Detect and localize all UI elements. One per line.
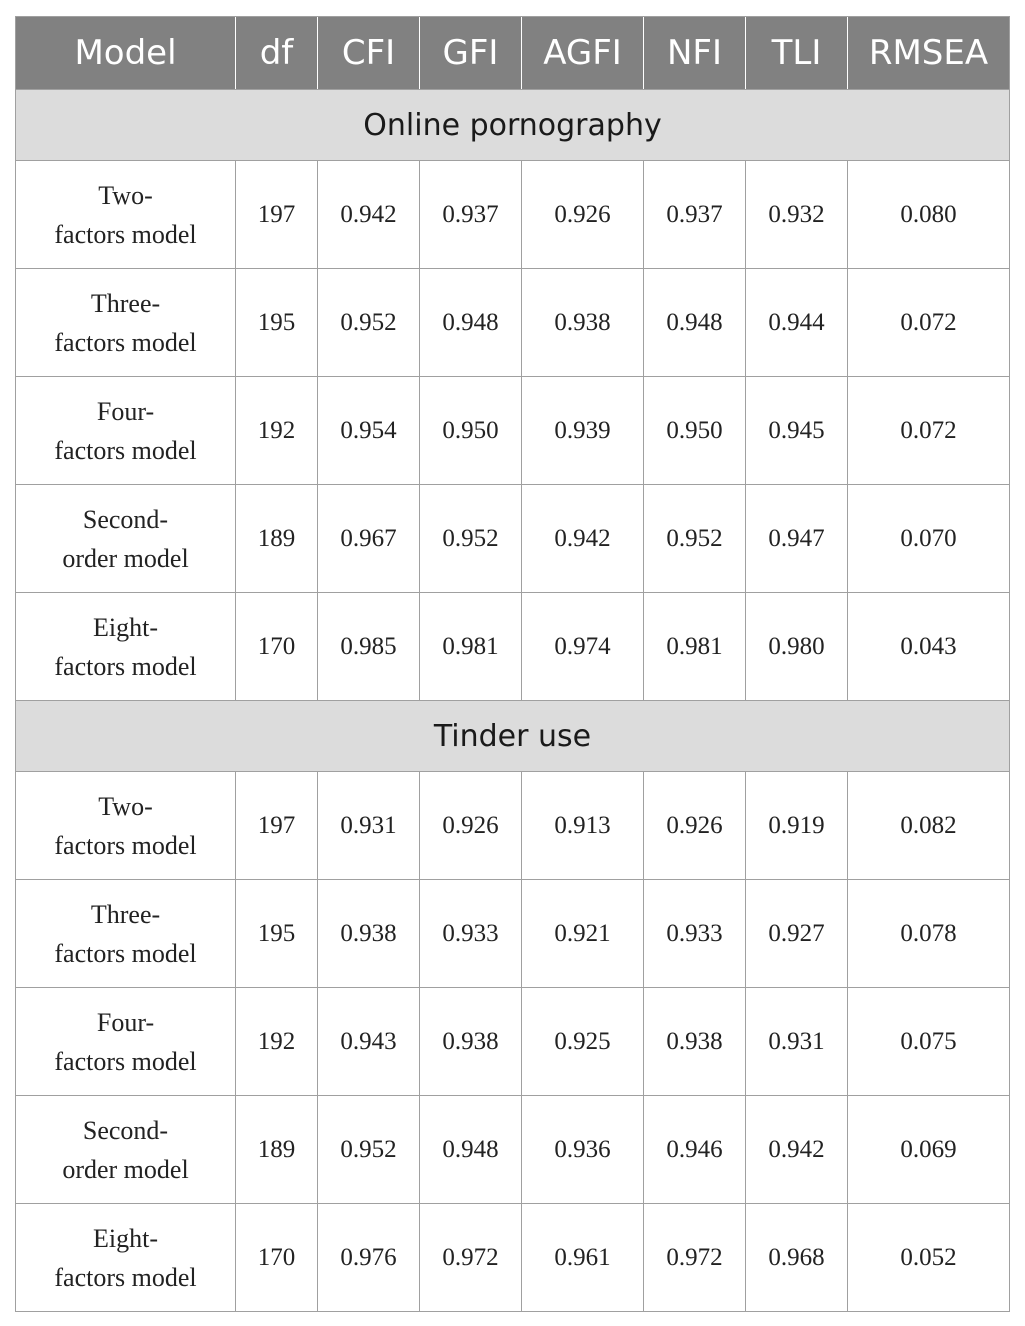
- df-cell: 192: [236, 377, 318, 485]
- model-name-line: factors model: [54, 938, 197, 968]
- nfi-cell: 0.981: [644, 593, 746, 701]
- header-model: Model: [16, 17, 236, 90]
- header-cfi: CFI: [318, 17, 420, 90]
- model-name-line: factors model: [54, 219, 197, 249]
- rmsea-cell: 0.072: [848, 269, 1010, 377]
- model-name-line: Three-: [90, 288, 161, 318]
- nfi-cell: 0.950: [644, 377, 746, 485]
- table-row: [16, 1204, 1010, 1312]
- model-name-line: factors model: [54, 1262, 197, 1292]
- table-row: [16, 880, 1010, 988]
- model-name-line: Eight-: [93, 612, 158, 642]
- nfi-cell: 0.926: [644, 772, 746, 880]
- gfi-cell: 0.972: [420, 1204, 522, 1312]
- tli-cell: 0.944: [746, 269, 848, 377]
- model-name-line: Four-: [96, 396, 155, 426]
- rmsea-cell: 0.052: [848, 1204, 1010, 1312]
- tli-cell: 0.980: [746, 593, 848, 701]
- gfi-cell: 0.938: [420, 988, 522, 1096]
- model-name-line: Two-: [98, 180, 153, 210]
- gfi-cell: 0.937: [420, 161, 522, 269]
- header-rmsea: RMSEA: [848, 17, 1010, 90]
- df-cell: 189: [236, 1096, 318, 1204]
- gfi-cell: 0.981: [420, 593, 522, 701]
- table-row: [16, 161, 1010, 269]
- header-gfi: GFI: [420, 17, 522, 90]
- cfi-cell: 0.952: [318, 1096, 420, 1204]
- df-cell: 170: [236, 1204, 318, 1312]
- table-row: [16, 593, 1010, 701]
- model-name-line: Second-: [82, 1115, 169, 1145]
- model-cell: [16, 880, 236, 988]
- tli-cell: 0.931: [746, 988, 848, 1096]
- gfi-cell: 0.948: [420, 1096, 522, 1204]
- model-cell: [16, 377, 236, 485]
- df-cell: 195: [236, 880, 318, 988]
- header-agfi: AGFI: [522, 17, 644, 90]
- agfi-cell: 0.961: [522, 1204, 644, 1312]
- rmsea-cell: 0.082: [848, 772, 1010, 880]
- nfi-cell: 0.933: [644, 880, 746, 988]
- cfi-cell: 0.943: [318, 988, 420, 1096]
- section-title: Online pornography: [16, 90, 1010, 161]
- tli-cell: 0.927: [746, 880, 848, 988]
- rmsea-cell: 0.070: [848, 485, 1010, 593]
- model-name-line: Four-: [96, 1007, 155, 1037]
- nfi-cell: 0.946: [644, 1096, 746, 1204]
- df-cell: 189: [236, 485, 318, 593]
- rmsea-cell: 0.072: [848, 377, 1010, 485]
- table-row: [16, 377, 1010, 485]
- model-fit-table: [15, 16, 1010, 1312]
- model-name-line: order model: [62, 543, 189, 573]
- cfi-cell: 0.931: [318, 772, 420, 880]
- model-name-line: factors model: [54, 327, 197, 357]
- model-cell: [16, 1204, 236, 1312]
- agfi-cell: 0.936: [522, 1096, 644, 1204]
- cfi-cell: 0.954: [318, 377, 420, 485]
- nfi-cell: 0.938: [644, 988, 746, 1096]
- cfi-cell: 0.942: [318, 161, 420, 269]
- section-title: Tinder use: [16, 701, 1010, 772]
- table-row: [16, 988, 1010, 1096]
- model-name-line: Three-: [90, 899, 161, 929]
- section-row: [16, 90, 1010, 161]
- cfi-cell: 0.985: [318, 593, 420, 701]
- table-row: [16, 485, 1010, 593]
- tli-cell: 0.968: [746, 1204, 848, 1312]
- agfi-cell: 0.921: [522, 880, 644, 988]
- model-cell: [16, 485, 236, 593]
- rmsea-cell: 0.069: [848, 1096, 1010, 1204]
- model-cell: [16, 593, 236, 701]
- header-nfi: NFI: [644, 17, 746, 90]
- header-row: [16, 17, 1010, 90]
- model-cell: [16, 1096, 236, 1204]
- nfi-cell: 0.948: [644, 269, 746, 377]
- table-header: [16, 17, 1010, 90]
- model-name-line: Eight-: [93, 1223, 158, 1253]
- agfi-cell: 0.942: [522, 485, 644, 593]
- cfi-cell: 0.976: [318, 1204, 420, 1312]
- model-cell: [16, 772, 236, 880]
- model-cell: [16, 269, 236, 377]
- table-row: [16, 269, 1010, 377]
- tli-cell: 0.942: [746, 1096, 848, 1204]
- agfi-cell: 0.938: [522, 269, 644, 377]
- nfi-cell: 0.972: [644, 1204, 746, 1312]
- table-body: [16, 90, 1010, 1312]
- model-name-line: factors model: [54, 651, 197, 681]
- tli-cell: 0.919: [746, 772, 848, 880]
- table-row: [16, 1096, 1010, 1204]
- tli-cell: 0.947: [746, 485, 848, 593]
- cfi-cell: 0.952: [318, 269, 420, 377]
- nfi-cell: 0.952: [644, 485, 746, 593]
- df-cell: 170: [236, 593, 318, 701]
- cfi-cell: 0.938: [318, 880, 420, 988]
- df-cell: 195: [236, 269, 318, 377]
- tli-cell: 0.945: [746, 377, 848, 485]
- header-df: df: [236, 17, 318, 90]
- df-cell: 197: [236, 772, 318, 880]
- model-name-line: Two-: [98, 791, 153, 821]
- model-name-line: factors model: [54, 1046, 197, 1076]
- agfi-cell: 0.974: [522, 593, 644, 701]
- agfi-cell: 0.925: [522, 988, 644, 1096]
- model-name-line: factors model: [54, 435, 197, 465]
- rmsea-cell: 0.043: [848, 593, 1010, 701]
- model-name-line: order model: [62, 1154, 189, 1184]
- gfi-cell: 0.948: [420, 269, 522, 377]
- gfi-cell: 0.952: [420, 485, 522, 593]
- model-name-line: Second-: [82, 504, 169, 534]
- cfi-cell: 0.967: [318, 485, 420, 593]
- rmsea-cell: 0.080: [848, 161, 1010, 269]
- rmsea-cell: 0.078: [848, 880, 1010, 988]
- rmsea-cell: 0.075: [848, 988, 1010, 1096]
- agfi-cell: 0.939: [522, 377, 644, 485]
- agfi-cell: 0.926: [522, 161, 644, 269]
- model-cell: [16, 988, 236, 1096]
- section-row: [16, 701, 1010, 772]
- agfi-cell: 0.913: [522, 772, 644, 880]
- gfi-cell: 0.926: [420, 772, 522, 880]
- df-cell: 192: [236, 988, 318, 1096]
- table-row: [16, 772, 1010, 880]
- nfi-cell: 0.937: [644, 161, 746, 269]
- model-cell: [16, 161, 236, 269]
- df-cell: 197: [236, 161, 318, 269]
- gfi-cell: 0.933: [420, 880, 522, 988]
- tli-cell: 0.932: [746, 161, 848, 269]
- header-tli: TLI: [746, 17, 848, 90]
- model-name-line: factors model: [54, 830, 197, 860]
- gfi-cell: 0.950: [420, 377, 522, 485]
